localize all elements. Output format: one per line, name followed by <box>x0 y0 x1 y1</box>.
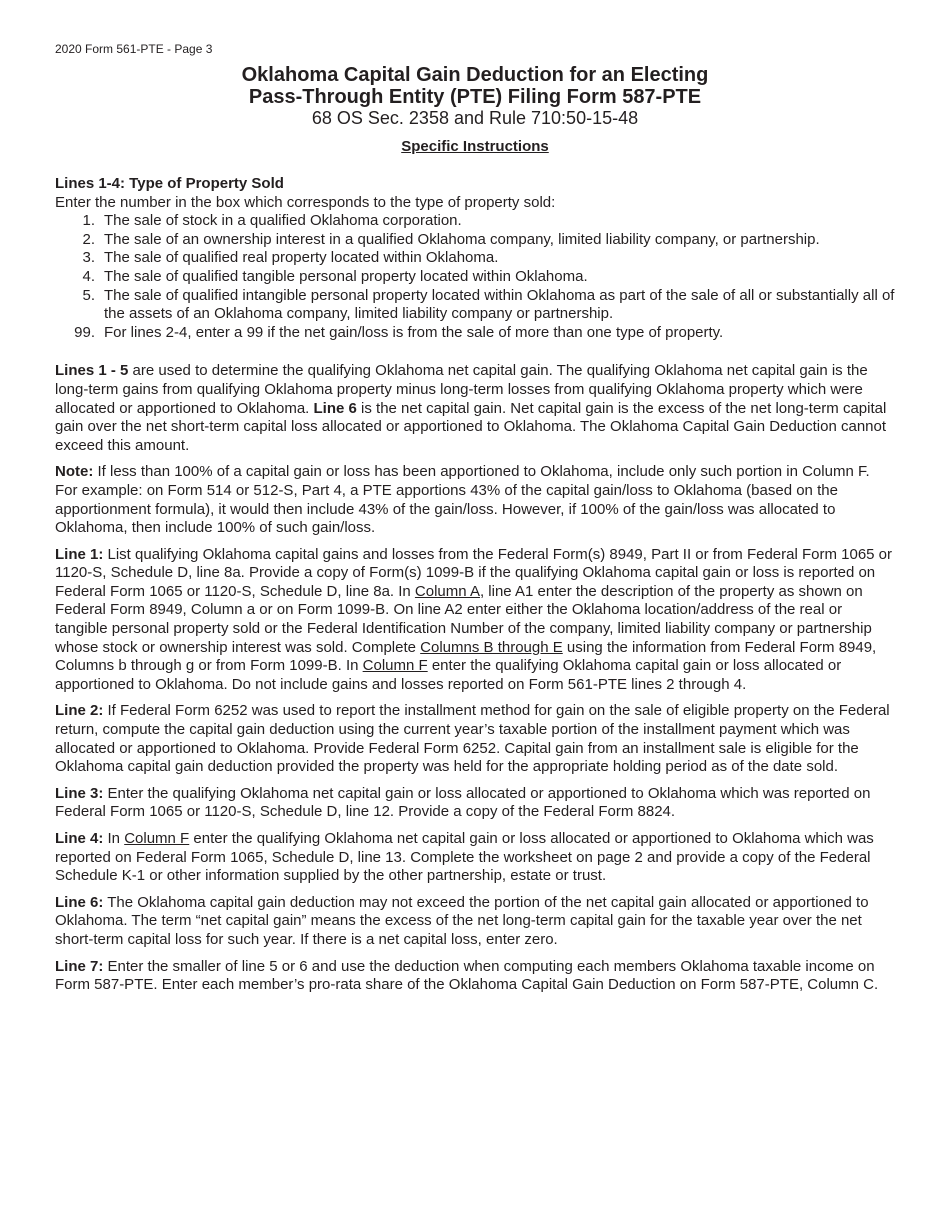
section-heading: Specific Instructions <box>401 138 549 155</box>
page-title-line1: Oklahoma Capital Gain Deduction for an Electing <box>241 64 709 86</box>
paragraph-line-4: Line 4: In Column F enter the qualifying Oklahoma net capital gain or loss allocated or apportioned to Oklahoma which was reported on Federal Form 1065, Schedule D, line 13. Complete the worksheet on page 2 and provide a copy of the Federal Schedule K-1 or other information supplied by the other partnership, estate or trust. <box>55 830 874 885</box>
list-item-text: For lines 2-4, enter a 99 if the net gain/loss is from the sale of more than one type of property. <box>104 323 724 341</box>
list-item <box>55 231 895 250</box>
list-item-number: 4. <box>82 267 95 285</box>
list-item <box>55 287 895 324</box>
list-item-number: 1. <box>82 212 95 230</box>
paragraph-lines-1-5: Lines 1 - 5 are used to determine the qualifying Oklahoma net capital gain. The qualifying Oklahoma net capital gain is the long-term gains from qualifying Oklahoma property minus long-term losses from qualifying Oklahoma property which were allocated or apportioned to Oklahoma. Line 6 is the net capital gain. Net capital gain is the excess of the net long-term capital gain over the net short-term capital loss allocated or apportioned to Oklahoma. The Oklahoma Capital Gain Deduction cannot exceed this amount. <box>55 362 887 454</box>
list-item-text: The sale of qualified real property located within Oklahoma. <box>104 249 499 267</box>
paragraph-line-1: Line 1: List qualifying Oklahoma capital gains and losses from the Federal Form(s) 8949, Part II or from Federal Form 1065 or 1120-S, Schedule D, line 8a. Provide a copy of Form(s) 1099-B if the qualifying Oklahoma capital gain or loss is reported on Federal Form 1065 or 1120-S, Schedule D, line 8a. In Column A, line A1 enter the description of the property as shown on Federal Form 8949, Column a or on Form 1099-B. On line A2 enter either the Oklahoma location/address of the real or tangible personal property sold or the Federal Identification Number of the company, limited liability company or partnership whose stock or ownership interest was sold. Complete Columns B through E using the information from Federal Form 8949, Columns b through g or from Form 1099-B. In Column F enter the qualifying Oklahoma capital gain or loss allocated or apportioned to Oklahoma. Do not include gains and losses reported on Form 561-PTE lines 2 through 4. <box>55 545 893 693</box>
list-item-number: 99. <box>74 323 95 341</box>
paragraph-line-6: Line 6: The Oklahoma capital gain deduction may not exceed the portion of the net capital gain allocated or apportioned to Oklahoma. The term “net capital gain” means the excess of the net long-term capital gain for the taxable year over the net short-term capital loss for such year. If there is a net capital loss, enter zero. <box>55 893 869 948</box>
list-item-number: 5. <box>82 286 95 304</box>
list-item <box>55 324 895 343</box>
page-label: 2020 Form 561-PTE - Page 3 <box>55 42 213 56</box>
list-item <box>55 212 895 231</box>
list-item-text: The sale of stock in a qualified Oklahoma corporation. <box>104 212 462 230</box>
property-type-list <box>55 212 895 342</box>
lines14-heading: Lines 1-4: Type of Property Sold <box>55 175 284 192</box>
paragraph-note: Note: If less than 100% of a capital gain or loss has been apportioned to Oklahoma, include only such portion in Column F. For example: on Form 514 or 512-S, Part 4, a PTE apportions 43% of the capital gain/loss to Oklahoma (based on the apportionment formula), it would then include 43% of the gain/loss. However, if 100% of the gain/loss was allocated to Oklahoma, then include 100% of such gain/loss. <box>55 463 870 537</box>
list-item <box>55 249 895 268</box>
paragraph-line-3: Line 3: Enter the qualifying Oklahoma net capital gain or loss allocated or apportioned to Oklahoma which was reported on Federal Form 1065 or 1120-S, Schedule D, line 12. Provide a copy of the Federal Form 8824. <box>55 784 871 821</box>
paragraph-line-2: Line 2: If Federal Form 6252 was used to report the installment method for gain on the sale of eligible property on the Federal return, compute the capital gain deduction using the current year’s taxable portion of the installment payment which was allocated or apportioned to Oklahoma. Provide Federal Form 6252. Capital gain from an installment sale is eligible for the Oklahoma capital gain deduction provided the property was held for the appropriate holding period as of the date sold. <box>55 702 890 776</box>
paragraph-line-7: Line 7: Enter the smaller of line 5 or 6 and use the deduction when computing each members Oklahoma taxable income on Form 587-PTE. Enter each member’s pro-rata share of the Oklahoma Capital Gain Deduction on Form 587-PTE, Column C. <box>55 957 879 994</box>
page-title-line2: Pass-Through Entity (PTE) Filing Form 587-PTE <box>248 86 702 108</box>
list-item-text: The sale of an ownership interest in a qualified Oklahoma company, limited liability company, or partnership. <box>104 230 820 248</box>
list-item-text: The sale of qualified intangible personal property located within Oklahoma as part of the sale of all or substantially all of the assets of an Oklahoma company, limited liability company or partnership. <box>104 286 895 323</box>
instructions-body <box>55 175 895 995</box>
list-item-text: The sale of qualified tangible personal property located within Oklahoma. <box>104 267 588 285</box>
page-subtitle: 68 OS Sec. 2358 and Rule 710:50-15-48 <box>311 108 639 128</box>
list-item-number: 3. <box>82 249 95 267</box>
title-block <box>0 64 950 129</box>
lines14-intro: Enter the number in the box which corresponds to the type of property sold: <box>55 193 556 211</box>
list-item-number: 2. <box>82 230 95 248</box>
list-item <box>55 268 895 287</box>
